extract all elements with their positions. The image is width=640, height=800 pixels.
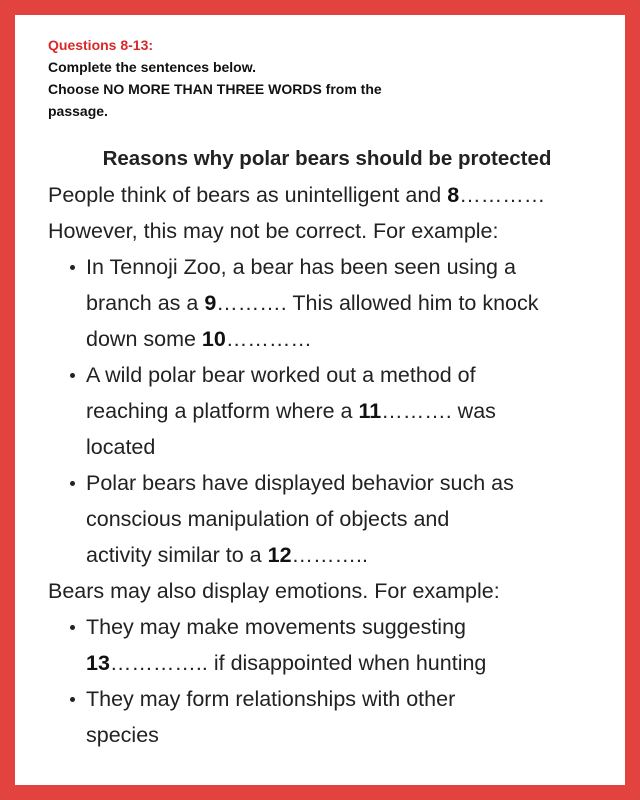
question-card: [15, 15, 625, 785]
instruction-line: Choose NO MORE THAN THREE WORDS from the: [48, 81, 382, 97]
list-item: A wild polar bear worked out a method of reaching a platform where a 11………. was located: [86, 357, 618, 465]
summary-line: Bears may also display emotions. For example:: [48, 579, 500, 603]
summary-body: [48, 141, 618, 753]
summary-line: People think of bears as unintelligent and 8…………: [48, 183, 546, 207]
instruction-line: passage.: [48, 103, 108, 119]
question-number: 13: [86, 651, 110, 675]
question-number: 8: [447, 183, 460, 207]
instructions-block: [48, 34, 608, 122]
question-number: 11: [358, 399, 382, 423]
instruction-line: Complete the sentences below.: [48, 59, 256, 75]
question-number: 10: [201, 327, 226, 351]
list-item: They may make movements suggesting 13………….. if disappointed when hunting: [86, 609, 618, 681]
questions-heading: Questions 8-13:: [48, 37, 154, 53]
bullet-list: [48, 249, 618, 573]
question-number: 12: [267, 543, 292, 567]
list-item: They may form relationships with other species: [86, 681, 618, 753]
bullet-list: [48, 609, 618, 753]
answer-blank: …………: [459, 183, 546, 207]
list-item: In Tennoji Zoo, a bear has been seen using a branch as a 9………. This allowed him to knock down some 10…………: [86, 249, 618, 357]
summary-line: However, this may not be correct. For example:: [48, 219, 499, 243]
summary-title: Reasons why polar bears should be protected: [102, 147, 552, 170]
question-number: 9: [204, 291, 217, 315]
list-item: Polar bears have displayed behavior such as conscious manipulation of objects and activity similar to a 12………..: [86, 465, 618, 573]
